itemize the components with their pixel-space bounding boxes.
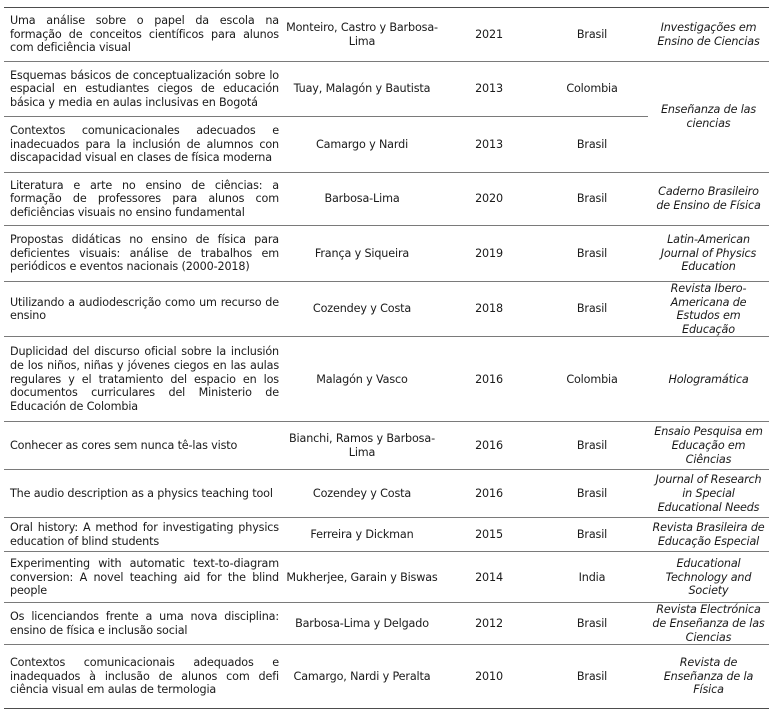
article-authors: Barbosa-Lima [282, 173, 442, 226]
article-year: 2019 [442, 226, 536, 282]
article-title: Esquemas básicos de conceptualización sobre lo espacial en estudiantes ciegos de educación básica y media en aulas inclusivas en Bogotá [4, 62, 282, 117]
table-row [4, 552, 769, 603]
article-year: 2013 [442, 117, 536, 173]
article-title: Duplicidad del discurso oficial sobre la inclusión de los niños, niñas y jóvenes ciegos en las aulas regulares y el tratamiento del espacio en los documentos curriculares del Ministerio de Educación de Colombia [4, 337, 282, 422]
article-year: 2016 [442, 337, 536, 422]
article-title: Oral history: A method for investigating physics education of blind students [4, 518, 282, 552]
article-country: India [536, 552, 648, 603]
article-year: 2018 [442, 282, 536, 337]
article-authors: Ferreira y Dickman [282, 518, 442, 552]
article-country: Brasil [536, 518, 648, 552]
article-authors: Camargo, Nardi y Peralta [282, 645, 442, 709]
article-country: Brasil [536, 470, 648, 518]
article-title: Os licenciandos frente a uma nova disciplina: ensino de física e inclusão social [4, 603, 282, 645]
article-year: 2012 [442, 603, 536, 645]
article-authors: Barbosa-Lima y Delgado [282, 603, 442, 645]
article-authors: Malagón y Vasco [282, 337, 442, 422]
article-journal: Journal of Research in Special Educational Needs [648, 470, 769, 518]
article-country: Brasil [536, 603, 648, 645]
article-title: Utilizando a audiodescrição como um recurso de ensino [4, 282, 282, 337]
article-journal: Revista de Enseñanza de la Física [648, 645, 769, 709]
article-journal: Revista Electrónica de Enseñanza de las Ciencias [648, 603, 769, 645]
table-row [4, 337, 769, 422]
article-country: Brasil [536, 226, 648, 282]
article-title: Propostas didáticas no ensino de física para deficientes visuais: análise de trabalhos em periódicos e eventos nacionais (2000-2018) [4, 226, 282, 282]
article-title: Conhecer as cores sem nunca tê-las visto [4, 422, 282, 470]
article-title: Contextos comunicacionales adecuados e inadecuados para la inclusión de alumnos con discapacidad visual en clases de física moderna [4, 117, 282, 173]
article-title: Contextos comunicacionais adequados e inadequados à inclusão de alunos com defi ciência visual em aulas de termologia [4, 645, 282, 709]
table-row [4, 62, 769, 117]
article-journal: Latin-American Journal of Physics Education [648, 226, 769, 282]
article-authors: Bianchi, Ramos y Barbosa-Lima [282, 422, 442, 470]
article-year: 2021 [442, 8, 536, 62]
table-row [4, 645, 769, 709]
table-row [4, 422, 769, 470]
table-row [4, 518, 769, 552]
article-year: 2014 [442, 552, 536, 603]
article-title: Literatura e arte no ensino de ciências: a formação de professores para alunos com deficiências visuais no ensino fundamental [4, 173, 282, 226]
article-journal: Investigações em Ensino de Ciencias [648, 8, 769, 62]
article-authors: Monteiro, Castro y Barbosa-Lima [282, 8, 442, 62]
article-title: The audio description as a physics teaching tool [4, 470, 282, 518]
article-journal: Educational Technology and Society [648, 552, 769, 603]
article-country: Brasil [536, 282, 648, 337]
article-country: Brasil [536, 8, 648, 62]
article-country: Brasil [536, 117, 648, 173]
article-country: Colombia [536, 62, 648, 117]
table-row [4, 173, 769, 226]
article-year: 2016 [442, 422, 536, 470]
article-journal: Hologramática [648, 337, 769, 422]
article-authors: Cozendey y Costa [282, 470, 442, 518]
article-authors: Tuay, Malagón y Bautista [282, 62, 442, 117]
article-country: Brasil [536, 645, 648, 709]
article-authors: Mukherjee, Garain y Biswas [282, 552, 442, 603]
article-year: 2013 [442, 62, 536, 117]
article-year: 2016 [442, 470, 536, 518]
table-row [4, 470, 769, 518]
article-title: Experimenting with automatic text-to-diagram conversion: A novel teaching aid for the blind people [4, 552, 282, 603]
article-authors: Cozendey y Costa [282, 282, 442, 337]
article-year: 2020 [442, 173, 536, 226]
article-journal: Revista Ibero-Americana de Estudos em Educação [648, 282, 769, 337]
table-row [4, 282, 769, 337]
article-year: 2015 [442, 518, 536, 552]
article-country: Brasil [536, 173, 648, 226]
article-journal: Enseñanza de las ciencias [648, 62, 769, 173]
article-title: Uma análise sobre o papel da escola na formação de conceitos científicos para alunos com deficiência visual [4, 8, 282, 62]
table-row [4, 8, 769, 62]
article-country: Colombia [536, 337, 648, 422]
article-journal: Ensaio Pesquisa em Educação em Ciências [648, 422, 769, 470]
article-year: 2010 [442, 645, 536, 709]
article-authors: Camargo y Nardi [282, 117, 442, 173]
article-authors: França y Siqueira [282, 226, 442, 282]
article-journal: Revista Brasileira de Educação Especial [648, 518, 769, 552]
article-country: Brasil [536, 422, 648, 470]
table-row [4, 226, 769, 282]
article-journal: Caderno Brasileiro de Ensino de Física [648, 173, 769, 226]
table-row [4, 603, 769, 645]
references-table [4, 7, 769, 709]
